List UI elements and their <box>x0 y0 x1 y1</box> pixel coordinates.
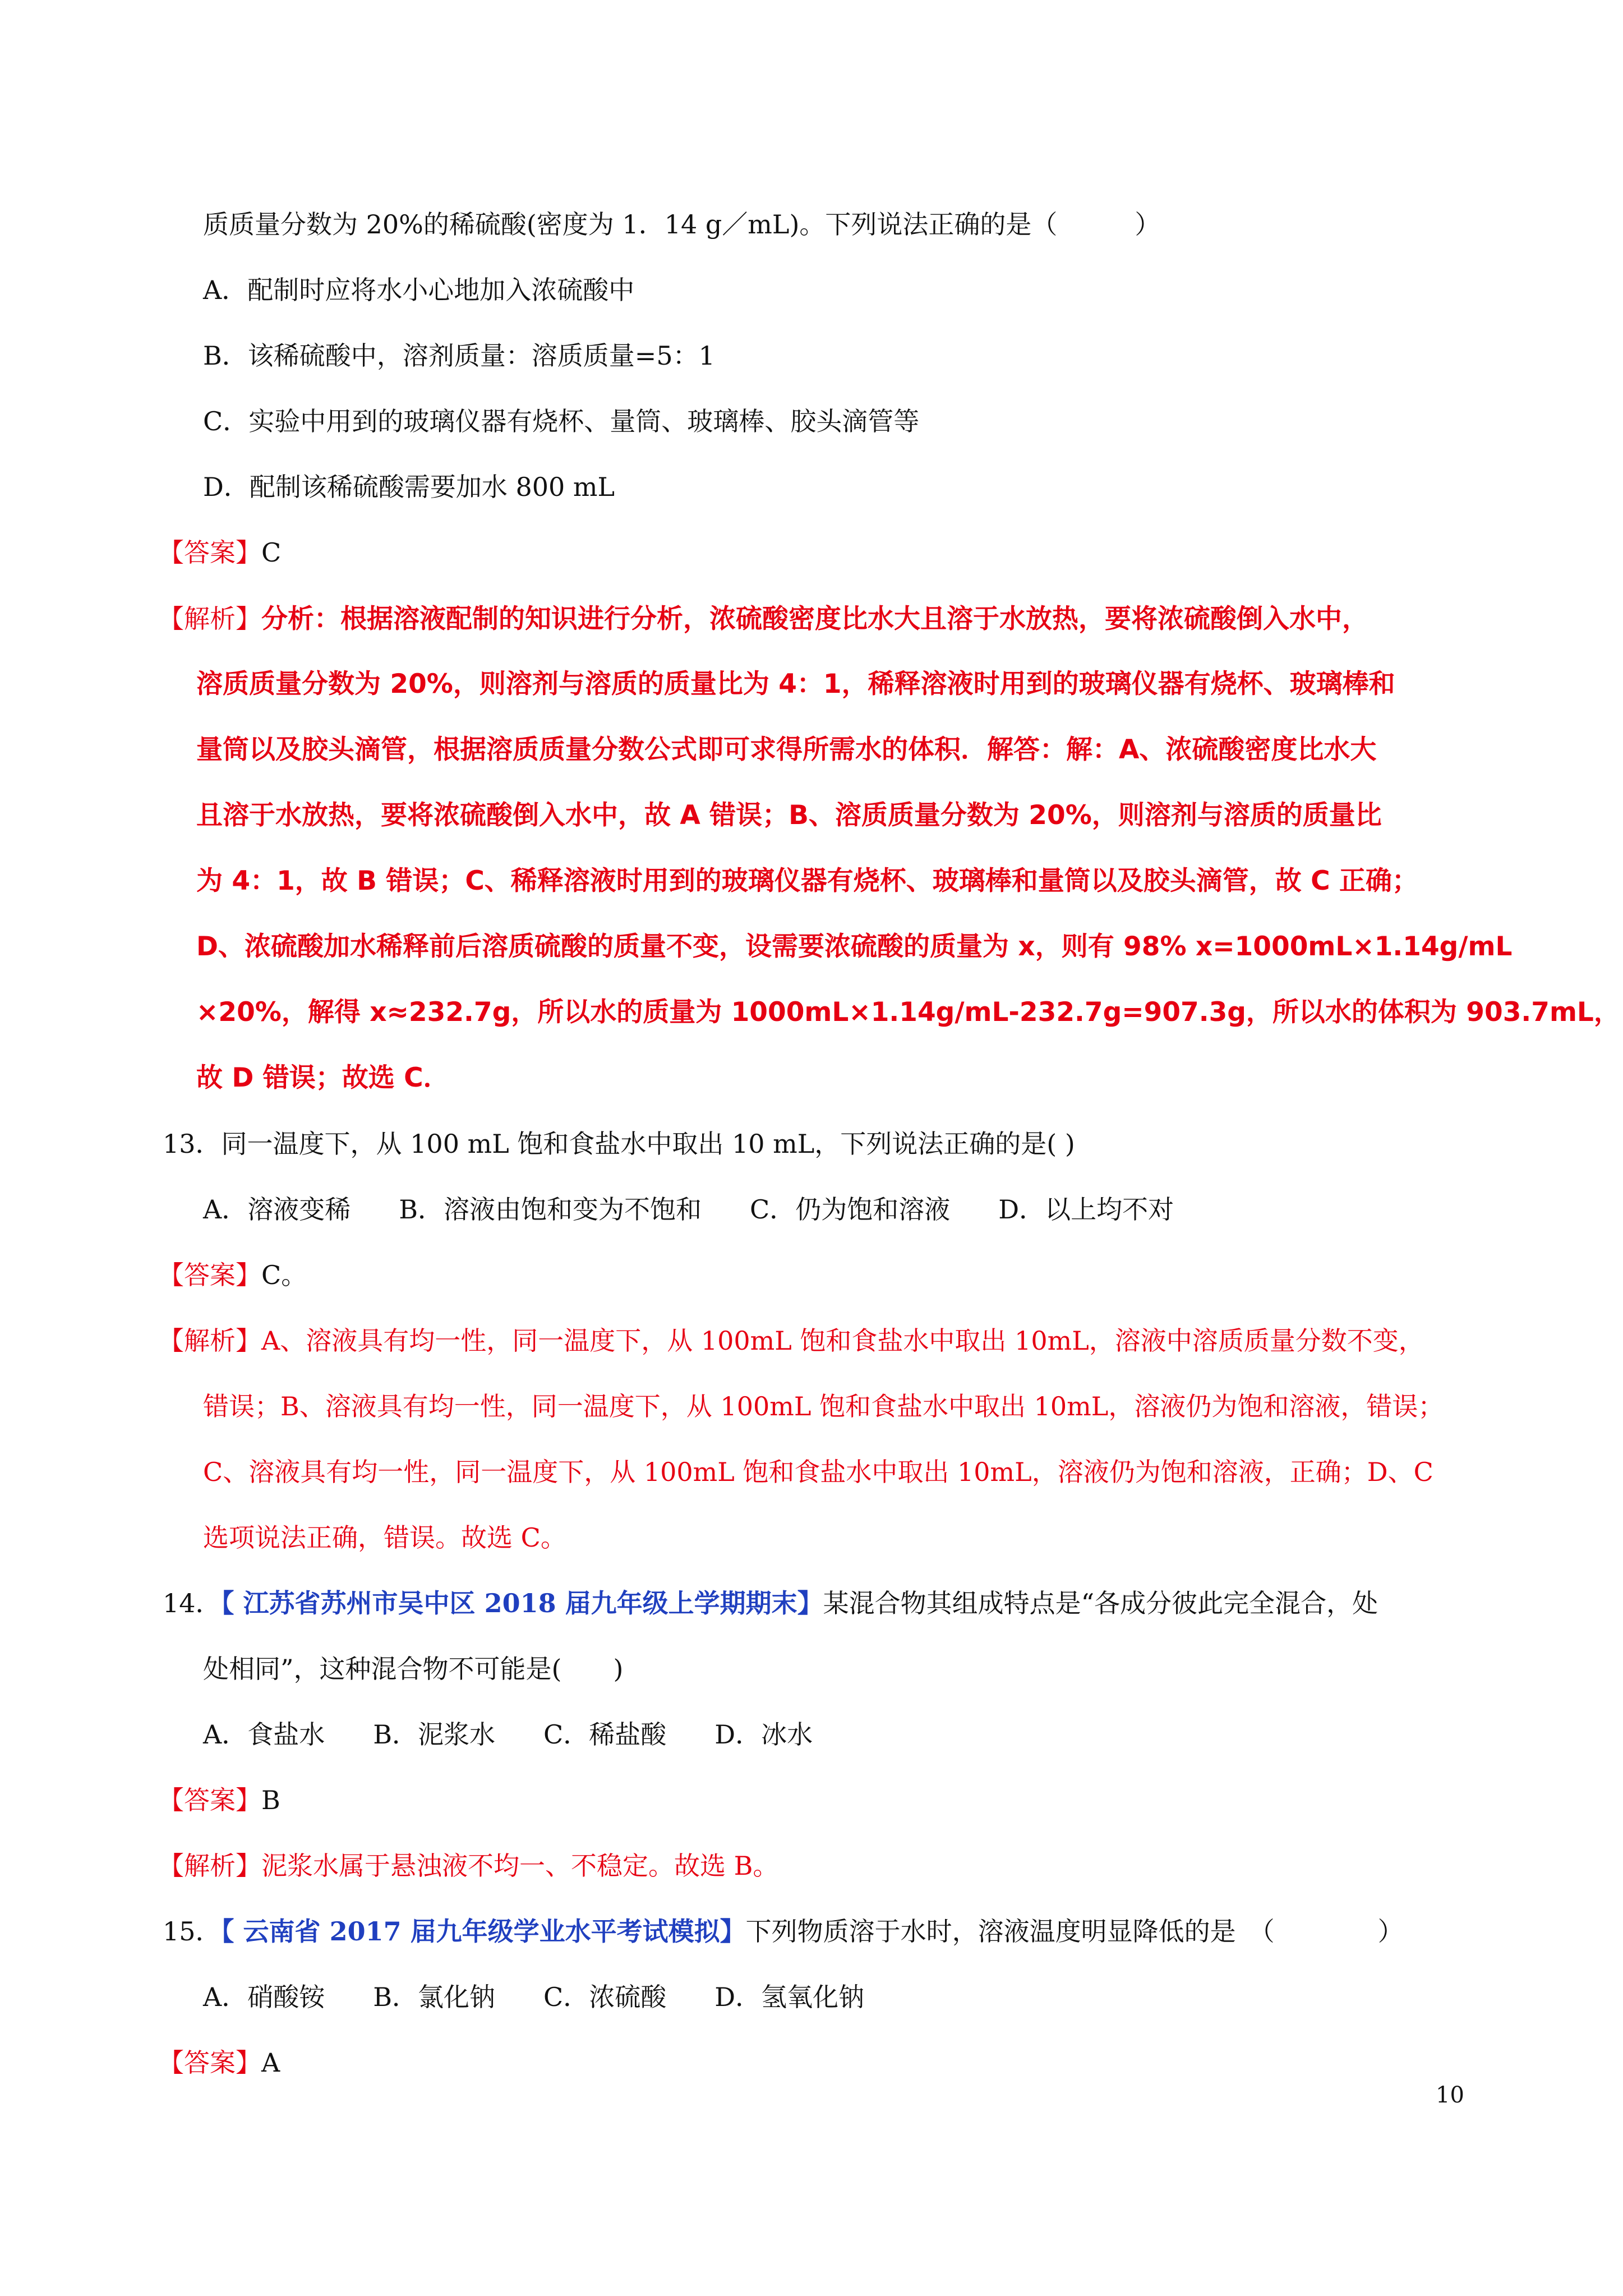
q12-analysis-line-3: 量筒以及胶头滴管，根据溶质质量分数公式即可求得所需水的体积．解答：解：A、浓硫酸密度比水大 <box>196 734 1377 765</box>
q13-answer <box>158 1258 307 1292</box>
q14-answer <box>158 1783 280 1817</box>
q13-analysis-line-4: 选项说法正确，错误。故选 C。 <box>203 1522 566 1553</box>
q15-stem <box>163 1915 1404 1948</box>
analysis-tag: 【解析】 <box>158 604 261 634</box>
q12-answer <box>158 536 281 569</box>
answer-tag: 【答案】 <box>158 1260 261 1290</box>
answer-tag: 【答案】 <box>158 1785 261 1815</box>
q15-answer <box>158 2046 280 2079</box>
q13-option-a: A．溶液变稀 <box>203 1194 351 1225</box>
q12-option-a: A．配制时应将水小心地加入浓硫酸中 <box>203 275 635 305</box>
q13-option-b: B．溶液由饱和变为不饱和 <box>399 1194 702 1225</box>
q13-analysis-line-1 <box>158 1324 1424 1358</box>
q14-option-a: A．食盐水 <box>203 1719 325 1750</box>
q14-stem-line-2: 处相同”，这种混合物不可能是( ) <box>203 1654 624 1684</box>
q12-analysis-line-8: 故 D 错误；故选 C． <box>196 1062 450 1093</box>
q12-option-c: C．实验中用到的玻璃仪器有烧杯、量筒、玻璃棒、胶头滴管等 <box>203 406 920 436</box>
q13-analysis-line-3: C、溶液具有均一性，同一温度下，从 100mL 饱和食盐水中取出 10mL，溶液仍为饱和溶液，正确；D、C <box>203 1457 1433 1487</box>
q12-analysis-line-4: 且溶于水放热，要将浓硫酸倒入水中，故 A 错误；B、溶质质量分数为 20%，则溶剂与溶质的质量比 <box>196 800 1382 831</box>
q12-option-d: D．配制该稀硫酸需要加水 800 mL <box>203 472 615 502</box>
answer-value: B <box>261 1785 280 1815</box>
q13-option-d: D．以上均不对 <box>998 1194 1174 1225</box>
answer-value: C <box>261 537 282 568</box>
q15-option-b: B．氯化钠 <box>373 1982 496 2012</box>
answer-value: A <box>261 2047 280 2078</box>
analysis-text: 分析：根据溶液配制的知识进行分析，浓硫酸密度比水大且溶于水放热，要将浓硫酸倒入水中， <box>261 604 1368 634</box>
q12-analysis-line-1 <box>158 602 1368 636</box>
q14-options <box>203 1718 813 1751</box>
q13-option-c: C．仍为饱和溶液 <box>750 1194 951 1225</box>
q14-stem-line-1 <box>163 1586 1378 1620</box>
q13-analysis-line-2: 错误；B、溶液具有均一性，同一温度下，从 100mL 饱和食盐水中取出 10mL，溶液仍为饱和溶液，错误； <box>203 1391 1444 1421</box>
q14-number: 14． <box>163 1588 222 1618</box>
q14-analysis <box>158 1849 778 1883</box>
page-number: 10 <box>1436 2082 1464 2108</box>
analysis-text: 泥浆水属于悬浊液不均一、不稳定。故选 B。 <box>261 1851 779 1881</box>
analysis-tag: 【解析】 <box>158 1326 261 1356</box>
q14-option-b: B．泥浆水 <box>373 1719 496 1750</box>
q12-stem-tail: 质质量分数为 20%的稀硫酸(密度为 1．14 g／mL)。下列说法正确的是（ ） <box>203 209 1161 240</box>
q15-option-d: D．氢氧化钠 <box>714 1982 865 2012</box>
analysis-tag: 【解析】 <box>158 1851 261 1881</box>
q15-number: 15． <box>163 1916 222 1947</box>
q15-source: 【 云南省 2017 届九年级学业水平考试模拟】 <box>221 1916 746 1947</box>
q14-option-c: C．稀盐酸 <box>543 1719 667 1750</box>
q15-option-c: C．浓硫酸 <box>543 1982 667 2012</box>
q12-analysis-line-2: 溶质质量分数为 20%，则溶剂与溶质的质量比为 4：1，稀释溶液时用到的玻璃仪器有烧杯、玻璃棒和 <box>196 669 1395 700</box>
q12-analysis-line-7: ×20%，解得 x≈232.7g，所以水的质量为 1000mL×1.14g/mL-232.7g=907.3g，所以水的体积为 903.7mL， <box>196 997 1620 1028</box>
answer-value: C。 <box>261 1260 307 1290</box>
q12-analysis-line-5: 为 4：1，故 B 错误；C、稀释溶液时用到的玻璃仪器有烧杯、玻璃棒和量筒以及胶头滴管，故 C 正确； <box>196 866 1419 896</box>
q15-option-a: A．硝酸铵 <box>203 1982 325 2012</box>
answer-tag: 【答案】 <box>158 537 261 568</box>
q15-options <box>203 1980 864 2014</box>
q14-option-d: D．冰水 <box>714 1719 813 1750</box>
q14-stem-a: 某混合物其组成特点是“各成分彼此完全混合，处 <box>823 1588 1378 1618</box>
q13-options <box>203 1193 1174 1226</box>
q12-analysis-line-6: D、浓硫酸加水稀释前后溶质硫酸的质量不变，设需要浓硫酸的质量为 x，则有 98% x=1000mL×1.14g/mL <box>196 931 1513 962</box>
q13-stem: 13．同一温度下，从 100 mL 饱和食盐水中取出 10 mL，下列说法正确的是( ) <box>163 1129 1075 1159</box>
analysis-text: A、溶液具有均一性，同一温度下，从 100mL 饱和食盐水中取出 10mL，溶液中溶质质量分数不变， <box>261 1326 1424 1356</box>
q14-source: 【 江苏省苏州市吴中区 2018 届九年级上学期期末】 <box>221 1588 823 1618</box>
answer-tag: 【答案】 <box>158 2047 261 2078</box>
q12-option-b: B．该稀硫酸中，溶剂质量：溶质质量=5：1 <box>203 341 715 371</box>
q15-stem-text: 下列物质溶于水时，溶液温度明显降低的是 （ ） <box>745 1916 1404 1947</box>
